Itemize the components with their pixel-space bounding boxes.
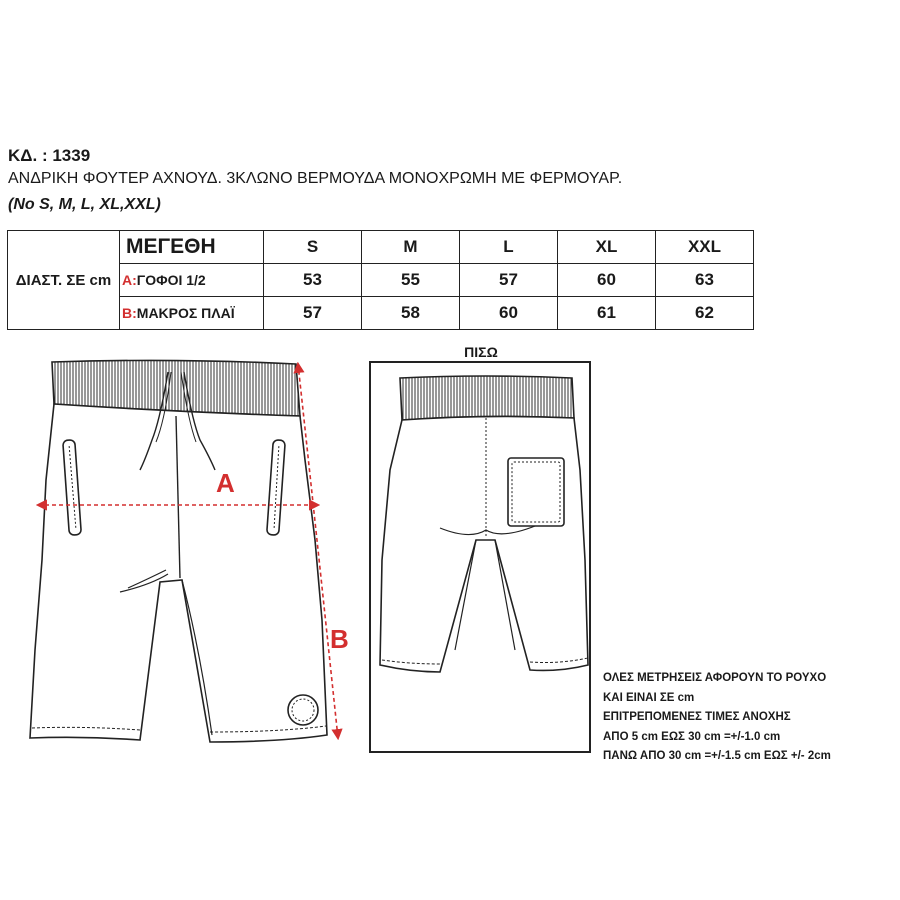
measure-name: ΜΑΚΡΟΣ ΠΛΑΪ [136, 305, 235, 321]
note-line: ΠΑΝΩ ΑΠΟ 30 cm =+/-1.5 cm ΕΩΣ +/- 2cm [603, 750, 831, 762]
note-line: ΕΠΙΤΡΕΠΟΜΕΝΕΣ ΤΙΜΕΣ ΑΝΟΧΗΣ [603, 711, 791, 723]
size-col-l: L [460, 231, 558, 264]
measure-b-label: B [330, 624, 349, 654]
measure-b-label [120, 297, 264, 330]
back-shorts-body [380, 416, 588, 672]
table-cell: 62 [656, 297, 754, 330]
dimensions-row-header: ΔΙΑΣΤ. ΣΕ cm [8, 231, 120, 330]
measure-letter: A: [122, 272, 137, 288]
table-row [8, 264, 754, 297]
table-cell: 61 [558, 297, 656, 330]
note-line: ΚΑΙ ΕΙΝΑΙ ΣΕ cm [603, 691, 695, 704]
note-line: ΟΛΕΣ ΜΕΤΡΗΣΕΙΣ ΑΦΟΡΟΥΝ ΤΟ ΡΟΥΧΟ [603, 672, 827, 684]
table-cell: 57 [460, 264, 558, 297]
front-view-drawing [30, 360, 327, 742]
table-cell: 63 [656, 264, 754, 297]
table-cell: 55 [362, 264, 460, 297]
measure-a-label: A [216, 468, 235, 498]
table-cell: 57 [264, 297, 362, 330]
table-cell: 60 [460, 297, 558, 330]
sizes-title: ΜΕΓΕΘΗ [120, 231, 264, 264]
measurement-notes [603, 669, 831, 767]
size-col-xxl: XXL [656, 231, 754, 264]
note-line: ΑΠΟ 5 cm ΕΩΣ 30 cm =+/-1.0 cm [603, 730, 781, 743]
measure-a-label [120, 264, 264, 297]
table-row [8, 297, 754, 330]
product-code: ΚΔ. : 1339 [8, 146, 91, 165]
waistband-back [400, 376, 574, 420]
product-description: ΑΝΔΡΙΚΗ ΦΟΥΤΕΡ ΑΧΝΟΥΔ. 3ΚΛΩΝΟ ΒΕΡΜΟΥΔΑ ΜΟΝΟΧΡΩΜΗ ΜΕ ΦΕΡΜΟΥΑΡ. [8, 170, 623, 187]
back-pocket [508, 458, 564, 526]
measure-name: ΓΟΦΟΙ 1/2 [136, 272, 206, 288]
size-header-row [8, 231, 754, 264]
measure-letter: B: [122, 305, 137, 321]
back-view-drawing [380, 376, 588, 672]
size-col-s: S [264, 231, 362, 264]
size-col-xl: XL [558, 231, 656, 264]
back-view-label: ΠΙΣΩ [464, 344, 498, 360]
table-cell: 53 [264, 264, 362, 297]
size-col-m: M [362, 231, 460, 264]
table-cell: 58 [362, 297, 460, 330]
table-cell: 60 [558, 264, 656, 297]
available-sizes-note: (No S, M, L, XL,XXL) [8, 196, 161, 213]
size-chart-table [7, 230, 754, 330]
